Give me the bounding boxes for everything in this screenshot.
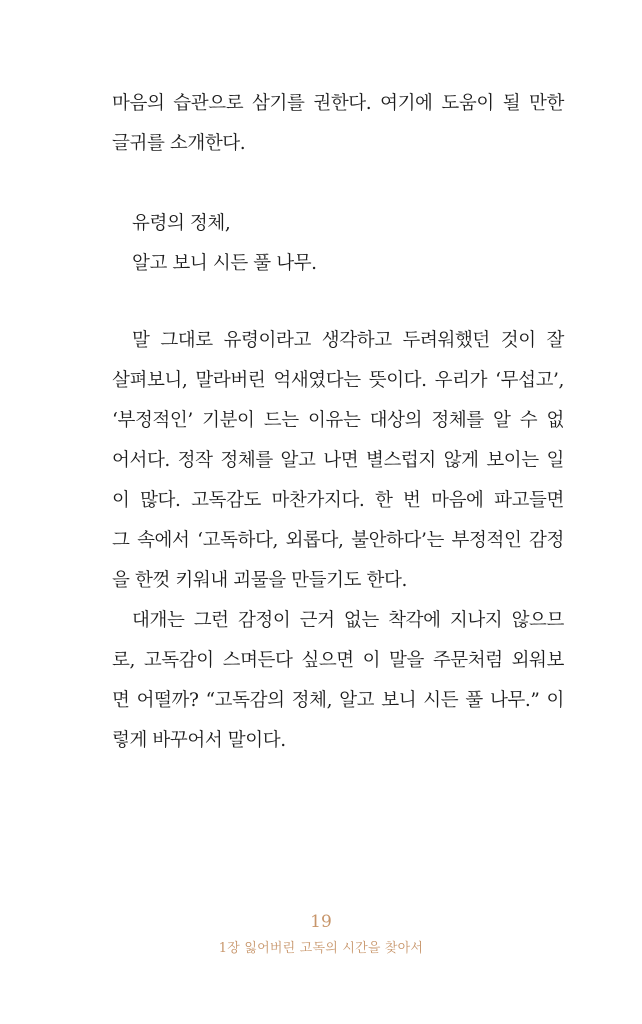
paragraph-line: 글귀를 소개한다. [112, 133, 246, 154]
paragraph-line: 대개는 그런 감정이 근거 없는 착각에 지나지 않으므 [132, 610, 564, 631]
paragraph-line: 렇게 바꾸어서 말이다. [112, 730, 286, 751]
quote-line: 알고 보니 시든 풀 나무. [132, 253, 317, 274]
paragraph-line: 어서다. 정작 정체를 알고 나면 별스럽지 않게 보이는 일 [112, 450, 564, 471]
paragraph-line: 이 많다. 고독감도 마찬가지다. 한 번 마음에 파고들면 [112, 490, 564, 511]
paragraph-1 [112, 84, 564, 164]
paragraph-line: ‘부정적인’ 기분이 드는 이유는 대상의 정체를 알 수 없 [112, 410, 564, 431]
paragraph-line: 살펴보니, 말라버린 억새였다는 뜻이다. 우리가 ‘무섭고’, [112, 370, 564, 391]
paragraph-line: 말 그대로 유령이라고 생각하고 두려워했던 것이 잘 [132, 330, 564, 351]
running-footer-chapter-title: 1장 잃어버린 고독의 시간을 찾아서 [218, 941, 424, 956]
page-number: 19 [310, 912, 332, 932]
quote-block [112, 204, 564, 284]
paragraph-line: 면 어떨까? “고독감의 정체, 알고 보니 시든 풀 나무.” 이 [112, 690, 564, 711]
paragraph-3 [112, 601, 564, 761]
paragraph-line: 로, 고독감이 스며든다 싶으면 이 말을 주문처럼 외워보 [112, 650, 564, 671]
paragraph-line: 을 한껏 키워내 괴물을 만들기도 한다. [112, 570, 407, 591]
body-text [112, 84, 564, 761]
quote-line: 유령의 정체, [132, 213, 231, 234]
paragraph-2 [112, 321, 564, 601]
paragraph-line: 마음의 습관으로 삼기를 권한다. 여기에 도움이 될 만한 [112, 93, 564, 114]
paragraph-line: 그 속에서 ‘고독하다, 외롭다, 불안하다’는 부정적인 감정 [112, 530, 564, 551]
